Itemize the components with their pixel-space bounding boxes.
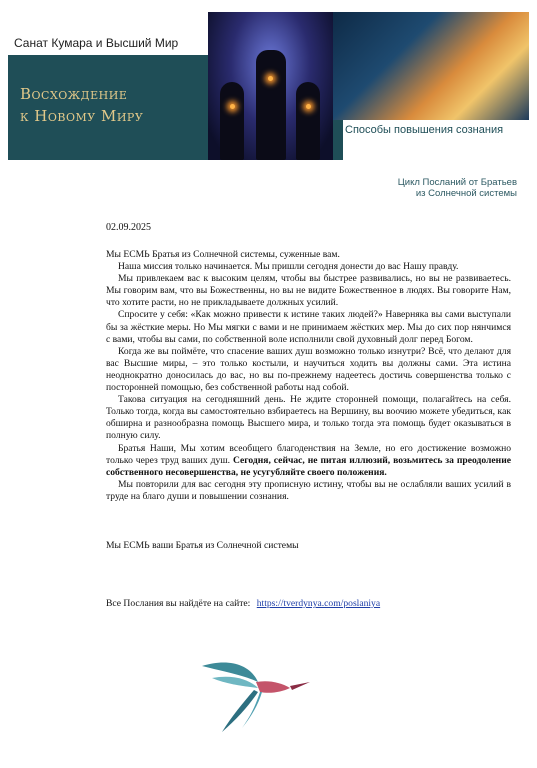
banner-top-text: Санат Кумара и Высший Мир (14, 36, 179, 50)
series-caption (398, 177, 517, 199)
emphasis-text: Сегодня, сейчас, не питая иллюзий, возьмитесь за преодоление собственного несовершенства, не усугубляйте своего положения. (106, 454, 511, 478)
paragraph: Мы привлекаем вас к высоким целям, чтобы вы быстрее развивались, но вы не развиваетесь. Мы говорим вам, что вы Божественны, но вы не видите Божественное в людях. Вы говорите Нам, что хотите расти, но не прикладываете должных усилий. (106, 273, 511, 309)
banner-subtitle: Способы повышения сознания (345, 124, 504, 136)
paragraph: Спросите у себя: «Как можно привести к истине таких людей?» Наверняка вы сами выступали бы за жёсткие меры. Но Мы мягки с вами и не принимаем жёстких мер. Мы до сих пор нянчимся с вами, чтобы вы сами, по собственной воле исполнили свой духовный долг перед Богом. (106, 309, 511, 345)
title-line-1: Восхождение (20, 85, 128, 103)
hummingbird-logo (198, 652, 313, 737)
series-line-2: из Солнечной системы (415, 188, 517, 199)
paragraph: Мы повторили для вас сегодня эту прописную истину, чтобы вы не ослабляли ваших усилий в труде на благо души и повышении сознания. (106, 478, 511, 502)
paragraph-text: Братья Наши, Мы хотим всеобщего благоденствия на Земле, но его достижение возможно только через труд ваших душ. (106, 442, 511, 466)
paragraph: Когда же вы поймёте, что спасение ваших душ возможно только изнутри? Всё, что делают для вас Высшие миры, – это только костыли, и научиться ходить вы должны сами. Эта истина неоднократно доносилась до вас, но вы по-прежнему надеетесь достичь совершенства только с посторонней помощью, без собственной работы над собой. (106, 345, 511, 394)
site-line (106, 598, 380, 609)
site-label: Все Послания вы найдёте на сайте: (106, 598, 251, 609)
paragraph: Такова ситуация на сегодняшний день. Не ждите сторонней помощи, полагайтесь на себя. Только тогда, когда вы самостоятельно взбираетесь на Вершину, вы воочию можете убедиться, как обширна и разнообразна помощь Высшего мира, и только тогда эта помощь будет оказываться в полную силу. (106, 394, 511, 442)
decor-strip (333, 120, 343, 160)
site-link[interactable]: https://tverdynya.com/poslaniya (256, 598, 381, 609)
masters-illustration (208, 12, 333, 160)
sea-illustration (333, 12, 529, 120)
paragraph: Наша миссия только начинается. Мы пришли сегодня донести до вас Нашу правду. (118, 261, 459, 273)
series-line-1: Цикл Посланий от Братьев (397, 177, 517, 188)
title-line-2: к Новому Миру (20, 107, 144, 125)
message-body (106, 249, 511, 503)
signature: Мы ЕСМЬ ваши Братья из Солнечной системы (106, 540, 299, 551)
paragraph: Мы ЕСМЬ Братья из Солнечной системы, суженные вам. (106, 249, 340, 260)
message-date: 02.09.2025 (106, 222, 151, 233)
title-banner (8, 55, 208, 160)
paragraph (106, 443, 511, 479)
